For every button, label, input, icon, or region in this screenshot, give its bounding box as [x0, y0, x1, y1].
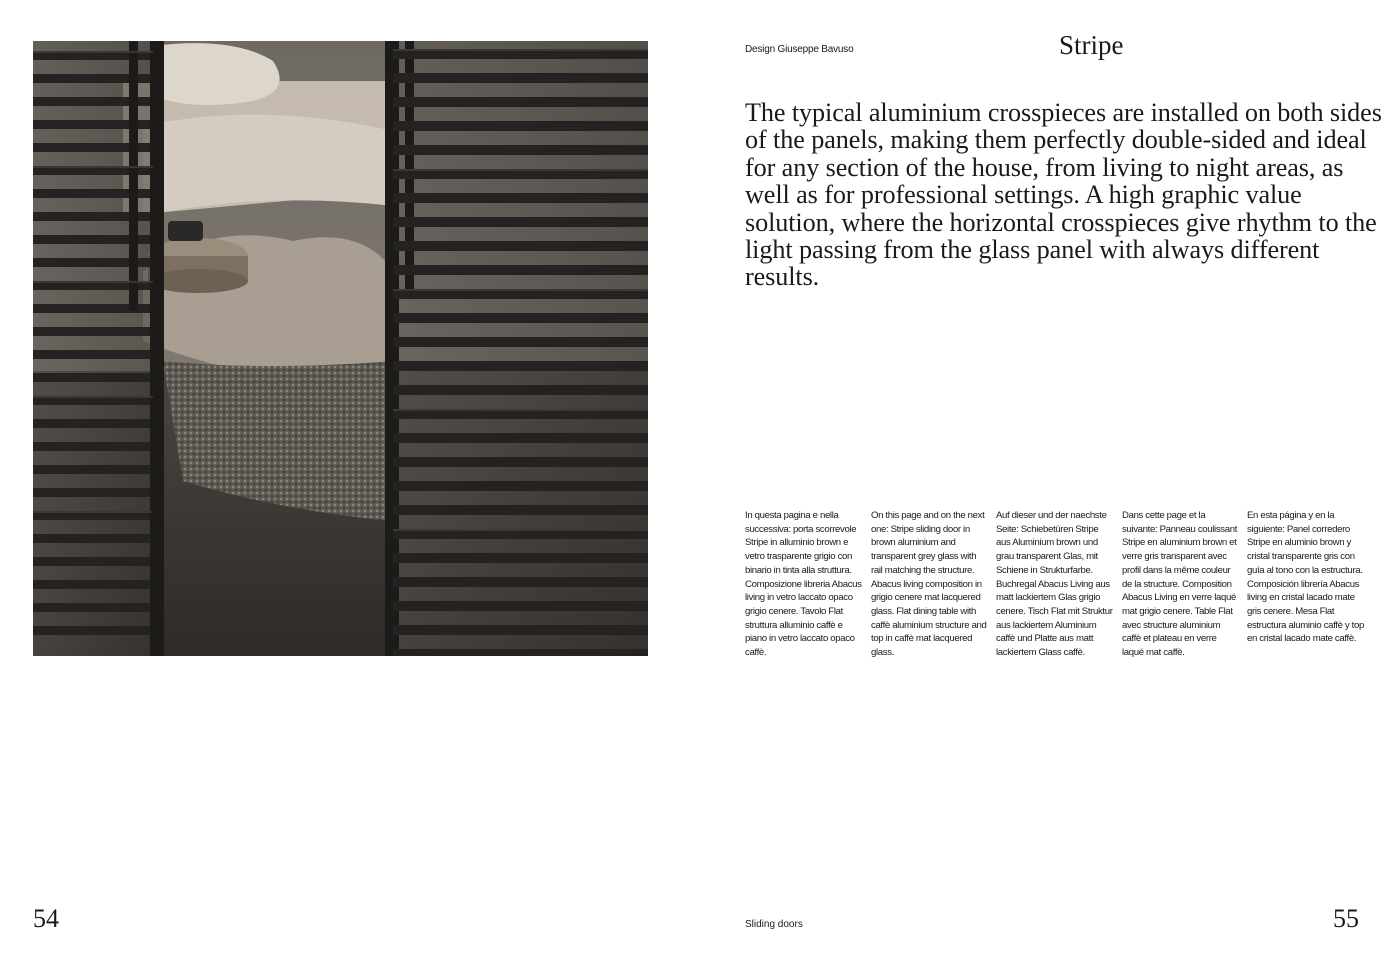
product-title: Stripe [1059, 30, 1124, 60]
left-page-number: 54 [33, 904, 59, 933]
sliding-door-scene [33, 41, 648, 656]
caption-spanish: En esta página y en la siguiente: Panel corredero Stripe en aluminio brown y cristal transparente gris con guía al tono con la estructura. Composición librería Abacus living en cristal lacado mate gris cenere. Mesa Flat estructura aluminio caffè y top en cristal lacado mate caffè. [1247, 510, 1364, 645]
section-footer: Sliding doors [745, 919, 803, 930]
caption-french: Dans cette page et la suivante: Panneau coulissant Stripe en aluminium brown et verre gris transparent avec profil dans la même couleur de la structure. Composition Abacus Living en verre laqué mat grigio cenere. Table Flat avec structure aluminium caffè et plateau en verre laqué mat caffè. [1122, 510, 1238, 659]
caption-english: On this page and on the next one: Stripe sliding door in brown aluminium and transparent grey glass with rail matching the structure. Abacus living composition in grigio cenere mat lacquered glass. Flat dining table with caffè aluminium structure and top in caffè mat lacquered glass. [871, 510, 987, 659]
caption-italian: In questa pagina e nella successiva: porta scorrevole Stripe in alluminio brown e vetro trasparente grigio con binario in tinta alla struttura. Composizione libreria Abacus living in vetro laccato opaco grigio cenere. Tavolo Flat struttura alluminio caffè e piano in vetro laccato opaco caffè. [745, 510, 862, 659]
intro-paragraph: The typical aluminium crosspieces are installed on both sides of the panels, making them perfectly double-sided and ideal for any section of the house, from living to night areas, as well as for professional settings. A high graphic value solution, where the horizontal crosspieces give rhythm to the light passing from the glass panel with always different results. [745, 98, 1382, 292]
caption-german: Auf dieser und der naechste Seite: Schiebetüren Stripe aus Aluminium brown und grau transparent Glas, mit Schiene in Strukturfarbe. Buchregal Abacus Living aus matt lackiertem Glas grigio cenere. Tisch Flat mit Struktur aus lackiertem Aluminium caffè und Platte aus matt lackiertem Glass caffè. [996, 510, 1113, 659]
product-photo [33, 41, 648, 656]
designer-credit: Design Giuseppe Bavuso [745, 44, 854, 55]
right-page-number: 55 [1333, 904, 1359, 933]
